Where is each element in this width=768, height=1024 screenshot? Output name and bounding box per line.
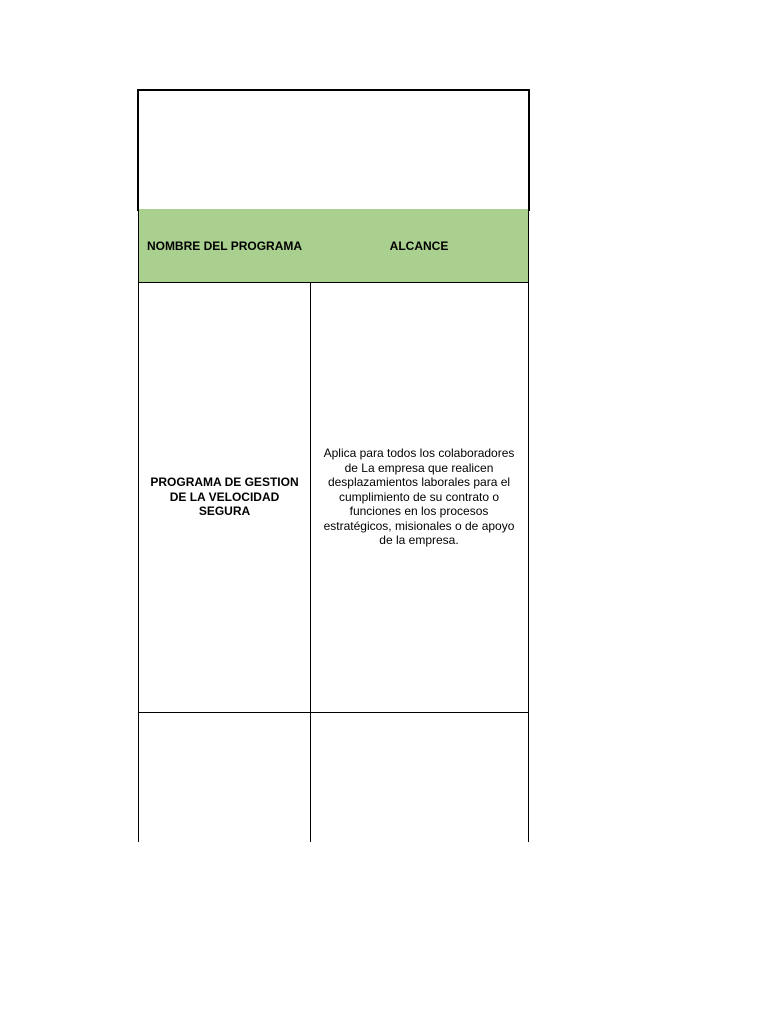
column-header-scope: ALCANCE [310,209,529,283]
program-name: PROGRAMA DE GESTION DE LA VELOCIDAD SEGURA [150,475,299,519]
table-row-1-scope-cell [310,282,529,713]
table-title-box [137,89,530,211]
table-row-2-scope-cell [310,712,529,842]
table-row-1-name-cell [138,282,311,713]
column-header-name: NOMBRE DEL PROGRAMA [138,209,311,283]
program-scope: Aplica para todos los colaboradores de La empresa que realicen desplazamientos laborales para el cumplimiento de su contrato o funciones en los procesos estratégicos, misionales o de apoyo de la empresa. [323,446,515,548]
table-row-2-name-cell [138,712,311,842]
